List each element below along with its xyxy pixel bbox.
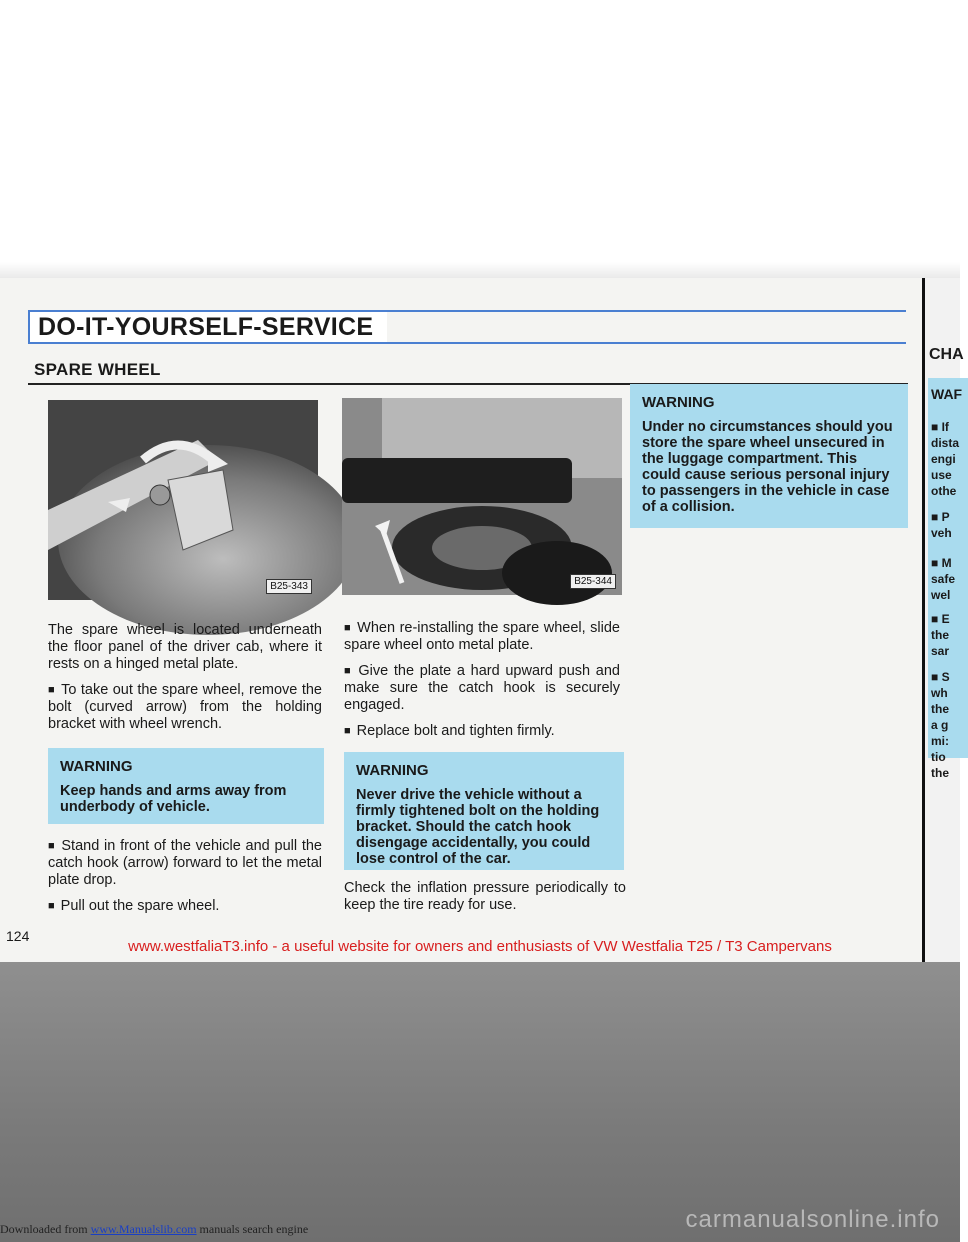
warning-box — [630, 384, 908, 528]
intro-text: The spare wheel is located underneath the floor panel of the driver cab, where it rests on a hinged metal plate. — [48, 622, 322, 672]
next-page-line: tio — [931, 750, 946, 764]
next-page-line: engi — [931, 452, 956, 466]
background-surface — [0, 962, 960, 1242]
next-page-line: ■ S — [931, 670, 950, 684]
next-page-line: mi: — [931, 734, 949, 748]
next-page-line: dista — [931, 436, 960, 450]
instruction-step: ■ Stand in front of the vehicle and pull the catch hook (arrow) forward to let the metal plate drop. — [48, 838, 322, 889]
closing-text: Check the inflation pressure periodically to keep the tire ready for use. — [344, 880, 626, 913]
next-page-line: wel — [931, 588, 951, 602]
next-page-line: ■ E — [931, 612, 950, 626]
next-page-line: sar — [931, 644, 950, 658]
next-page-line: othe — [931, 484, 957, 498]
warning-title: WARNING — [356, 762, 429, 779]
next-page-line: safe — [931, 572, 956, 586]
instruction-step: ■ Give the plate a hard upward push and make sure the catch hook is securely engaged. — [344, 663, 620, 714]
warning-box — [48, 748, 324, 824]
watermark: carmanualsonline.info — [685, 1206, 940, 1233]
instruction-step: ■ Replace bolt and tighten firmly. — [344, 723, 620, 740]
instruction-step: ■ Pull out the spare wheel. — [48, 898, 322, 915]
next-page-line: veh — [931, 526, 952, 540]
figure-spare-wheel-bolt — [48, 400, 318, 600]
instruction-step: ■ To take out the spare wheel, remove the bolt (curved arrow) from the holding bracket with wheel wrench. — [48, 682, 322, 733]
column-1-lower — [48, 838, 322, 924]
figure-label: B25-344 — [570, 574, 616, 589]
warning-title: WARNING — [642, 394, 715, 411]
figure-illustration — [48, 400, 318, 600]
next-page-line: ■ P — [931, 510, 950, 524]
figure-spare-wheel-underbody — [342, 398, 622, 595]
warning-text: Under no circumstances should you store the spare wheel unsecured in the luggage compartment. This could cause serious personal injury to passengers in the vehicle in case of a collision. — [642, 419, 893, 515]
section-title: SPARE WHEEL — [34, 360, 161, 379]
next-page-line: the — [931, 702, 949, 716]
download-caption — [0, 1222, 308, 1237]
next-page-warning-title: WAF — [931, 386, 963, 402]
column-1 — [48, 622, 322, 742]
figure-illustration — [342, 398, 622, 595]
caption-suffix: manuals search engine — [199, 1222, 309, 1236]
next-page-line: the — [931, 628, 949, 642]
footer-link[interactable]: www.westfaliaT3.info - a useful website for owners and enthusiasts of VW Westfalia T25 / T3 Campervans — [128, 938, 832, 955]
warning-title: WARNING — [60, 758, 133, 775]
warning-text: Keep hands and arms away from underbody of vehicle. — [60, 783, 287, 815]
column-2-lower — [344, 880, 626, 923]
instruction-step: ■ When re-installing the spare wheel, slide spare wheel onto metal plate. — [344, 620, 620, 654]
column-2 — [344, 620, 620, 749]
next-page-line: a g — [931, 718, 949, 732]
next-page-line: wh — [931, 686, 948, 700]
page-title: DO-IT-YOURSELF-SERVICE — [28, 312, 387, 342]
figure-label: B25-343 — [266, 579, 312, 594]
warning-text: Never drive the vehicle without a firmly tightened bolt on the holding bracket. Should the catch hook disengage accidentally, you could lose control of the car. — [356, 787, 600, 867]
caption-prefix: Downloaded from — [0, 1222, 88, 1236]
page-number: 124 — [6, 928, 30, 944]
next-page-line: the — [931, 766, 949, 780]
next-page-edge — [922, 278, 964, 962]
next-page-heading: CHA — [929, 346, 964, 363]
next-page-line: use — [931, 468, 952, 482]
warning-box — [344, 752, 624, 870]
next-page-line: ■ M — [931, 556, 952, 570]
next-page-line: ■ If — [931, 420, 949, 434]
manualslib-link[interactable]: www.Manualslib.com — [90, 1222, 197, 1236]
